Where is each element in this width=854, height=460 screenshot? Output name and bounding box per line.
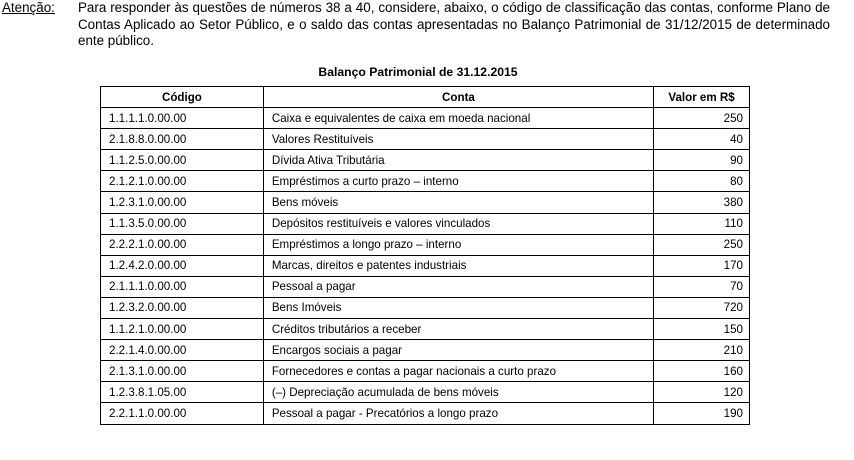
cell-conta: Fornecedores e contas a pagar nacionais a curto prazo: [263, 361, 653, 382]
table-row: [101, 150, 750, 171]
cell-valor: 250: [654, 234, 750, 255]
cell-valor: 70: [654, 276, 750, 297]
cell-valor: 160: [654, 361, 750, 382]
cell-valor: 380: [654, 192, 750, 213]
header-codigo: Código: [101, 87, 264, 108]
cell-conta: (–) Depreciação acumulada de bens móveis: [263, 382, 653, 403]
table-row: [101, 234, 750, 255]
table-row: [101, 129, 750, 150]
cell-valor: 40: [654, 129, 750, 150]
cell-codigo: 2.2.1.4.0.00.00: [101, 340, 264, 361]
cell-codigo: 1.2.3.8.1.05.00: [101, 382, 264, 403]
cell-valor: 80: [654, 171, 750, 192]
table-row: [101, 255, 750, 276]
cell-codigo: 1.2.3.2.0.00.00: [101, 297, 264, 318]
cell-valor: 90: [654, 150, 750, 171]
header-valor: Valor em R$: [654, 87, 750, 108]
cell-conta: Encargos sociais a pagar: [263, 340, 653, 361]
cell-conta: Bens Imóveis: [263, 297, 653, 318]
cell-valor: 120: [654, 382, 750, 403]
cell-codigo: 1.1.3.5.0.00.00: [101, 213, 264, 234]
table-row: [101, 171, 750, 192]
cell-codigo: 2.1.2.1.0.00.00: [101, 171, 264, 192]
table-title: Balanço Patrimonial de 31.12.2015: [318, 65, 518, 79]
table-header-row: [101, 87, 750, 108]
cell-conta: Empréstimos a longo prazo – interno: [263, 234, 653, 255]
cell-codigo: 2.1.3.1.0.00.00: [101, 361, 264, 382]
cell-codigo: 2.1.1.1.0.00.00: [101, 276, 264, 297]
cell-valor: 250: [654, 108, 750, 129]
cell-conta: Valores Restituíveis: [263, 129, 653, 150]
cell-valor: 210: [654, 340, 750, 361]
cell-codigo: 1.1.2.1.0.00.00: [101, 319, 264, 340]
cell-conta: Marcas, direitos e patentes industriais: [263, 255, 653, 276]
cell-conta: Créditos tributários a receber: [263, 319, 653, 340]
cell-conta: Bens móveis: [263, 192, 653, 213]
cell-codigo: 1.2.3.1.0.00.00: [101, 192, 264, 213]
cell-codigo: 2.1.8.8.0.00.00: [101, 129, 264, 150]
cell-conta: Dívida Ativa Tributária: [263, 150, 653, 171]
table-row: [101, 340, 750, 361]
table-row: [101, 108, 750, 129]
table-row: [101, 319, 750, 340]
cell-codigo: 1.1.2.5.0.00.00: [101, 150, 264, 171]
table-row: [101, 361, 750, 382]
cell-valor: 110: [654, 213, 750, 234]
cell-conta: Pessoal a pagar - Precatórios a longo prazo: [263, 403, 653, 424]
attention-label: Atenção:: [2, 0, 55, 15]
cell-valor: 170: [654, 255, 750, 276]
table-row: [101, 382, 750, 403]
table-row: [101, 213, 750, 234]
balance-sheet-table: [100, 86, 750, 425]
attention-text: Para responder às questões de números 38 a 40, considere, abaixo, o código de classificação das contas, conforme Plano de Contas Aplicado ao Setor Público, e o saldo das contas apresentadas no Balanço Patrimonial de 31/12/2015 de determinado ente público.: [78, 0, 830, 48]
cell-codigo: 1.1.1.1.0.00.00: [101, 108, 264, 129]
table-row: [101, 403, 750, 424]
cell-codigo: 2.2.2.1.0.00.00: [101, 234, 264, 255]
cell-codigo: 2.2.1.1.0.00.00: [101, 403, 264, 424]
table-row: [101, 192, 750, 213]
header-conta: Conta: [263, 87, 653, 108]
cell-valor: 150: [654, 319, 750, 340]
cell-codigo: 1.2.4.2.0.00.00: [101, 255, 264, 276]
cell-conta: Caixa e equivalentes de caixa em moeda nacional: [263, 108, 653, 129]
cell-valor: 720: [654, 297, 750, 318]
cell-conta: Depósitos restituíveis e valores vinculados: [263, 213, 653, 234]
cell-conta: Pessoal a pagar: [263, 276, 653, 297]
cell-valor: 190: [654, 403, 750, 424]
cell-conta: Empréstimos a curto prazo – interno: [263, 171, 653, 192]
table-row: [101, 276, 750, 297]
table-row: [101, 297, 750, 318]
